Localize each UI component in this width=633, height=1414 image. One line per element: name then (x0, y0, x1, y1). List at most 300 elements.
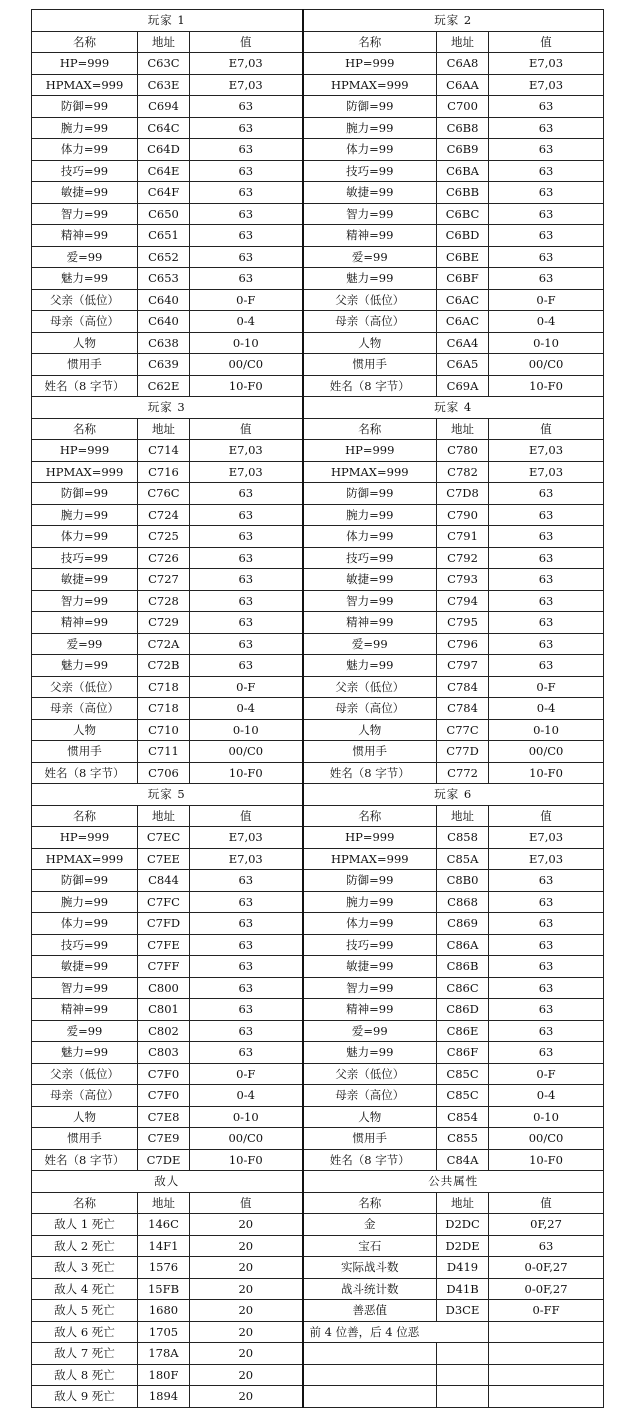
cell-value: 0-10 (190, 719, 303, 741)
cell-value: 63 (190, 891, 303, 913)
cell-address: C706 (138, 762, 190, 784)
cell-value: 63 (190, 655, 303, 677)
cell-name: 腕力=99 (303, 117, 437, 139)
table-row (32, 74, 604, 96)
cell-name: HP=999 (32, 827, 138, 849)
cell-value: E7,03 (190, 53, 303, 75)
cell-name: 父亲（低位） (32, 676, 138, 698)
cell-name: 敌人 8 死亡 (32, 1364, 138, 1386)
table-row (32, 676, 604, 698)
cell-address: C640 (138, 289, 190, 311)
cell-name: 体力=99 (303, 526, 437, 548)
cell-name: 惯用手 (32, 354, 138, 376)
cell-value: 63 (489, 139, 604, 161)
cell-name: 智力=99 (32, 590, 138, 612)
cell-value: 63 (489, 956, 604, 978)
cell-name: 防御=99 (303, 96, 437, 118)
cell-address: C844 (138, 870, 190, 892)
cell-value: 0-4 (489, 698, 604, 720)
cell-address: C86A (437, 934, 489, 956)
cell-address: C7F0 (138, 1085, 190, 1107)
cell-name: 防御=99 (303, 870, 437, 892)
cell-value: 63 (489, 96, 604, 118)
cell-value: 20 (190, 1386, 303, 1408)
cell-address: D2DC (437, 1214, 489, 1236)
table-row (32, 741, 604, 763)
cell-address: C718 (138, 676, 190, 698)
cell-name: HPMAX=999 (303, 461, 437, 483)
table-row (32, 719, 604, 741)
table-row (32, 504, 604, 526)
column-header-address: 地址 (437, 418, 489, 440)
note-text: 前 4 位善，后 4 位恶 (303, 1321, 489, 1343)
cell-value: 63 (190, 977, 303, 999)
cell-name: 体力=99 (303, 913, 437, 935)
table-row (32, 96, 604, 118)
cell-value: E7,03 (190, 848, 303, 870)
cell-name: HPMAX=999 (303, 848, 437, 870)
cell-name: 惯用手 (32, 741, 138, 763)
cell-address: C710 (138, 719, 190, 741)
table-row (32, 956, 604, 978)
cell-value: 63 (190, 1042, 303, 1064)
table-row (32, 870, 604, 892)
cell-value: 63 (489, 633, 604, 655)
cell-value: 0-0F,27 (489, 1278, 604, 1300)
cell-address: D419 (437, 1257, 489, 1279)
cell-name: 智力=99 (303, 977, 437, 999)
cell-name: 母亲（高位） (303, 311, 437, 333)
cell-value: 63 (489, 1042, 604, 1064)
cell-address: C793 (437, 569, 489, 591)
cell-address: C797 (437, 655, 489, 677)
section-title: 玩家 3 (32, 397, 303, 419)
table-row (32, 999, 604, 1021)
cell-value: 0-F (190, 289, 303, 311)
cell-address: C801 (138, 999, 190, 1021)
column-header-value: 值 (489, 418, 604, 440)
cell-address: C77D (437, 741, 489, 763)
cell-name: HP=999 (303, 440, 437, 462)
cell-name: 人物 (32, 1106, 138, 1128)
cell-address (437, 1364, 489, 1386)
cell-value: 20 (190, 1321, 303, 1343)
cell-value: 63 (190, 526, 303, 548)
cell-name: 宝石 (303, 1235, 437, 1257)
cell-address: 146C (138, 1214, 190, 1236)
cell-name (303, 1386, 437, 1408)
cell-address: C6AC (437, 311, 489, 333)
table-row (32, 655, 604, 677)
table-row (32, 268, 604, 290)
cell-address: C86F (437, 1042, 489, 1064)
cell-address: D2DE (437, 1235, 489, 1257)
cell-name: 爱=99 (303, 1020, 437, 1042)
cell-value: 63 (489, 268, 604, 290)
cell-address: C638 (138, 332, 190, 354)
cell-address: C718 (138, 698, 190, 720)
cell-address: C652 (138, 246, 190, 268)
cell-address: C782 (437, 461, 489, 483)
cell-name: 姓名（8 字节） (32, 1149, 138, 1171)
cell-name: 敌人 2 死亡 (32, 1235, 138, 1257)
table-row (32, 913, 604, 935)
cell-value: E7,03 (489, 74, 604, 96)
cell-address: C854 (437, 1106, 489, 1128)
cell-name: 惯用手 (303, 1128, 437, 1150)
cell-value: 63 (489, 999, 604, 1021)
cell-name: 姓名（8 字节） (303, 762, 437, 784)
column-header-address: 地址 (138, 31, 190, 53)
cell-address: C792 (437, 547, 489, 569)
cell-value: 63 (489, 160, 604, 182)
table-row (32, 633, 604, 655)
cell-address: C6BC (437, 203, 489, 225)
cell-name: 敌人 9 死亡 (32, 1386, 138, 1408)
cell-address: C7FF (138, 956, 190, 978)
section-title: 敌人 (32, 1171, 303, 1193)
cell-value: 63 (489, 870, 604, 892)
cell-name: 敌人 4 死亡 (32, 1278, 138, 1300)
cell-value: 20 (190, 1257, 303, 1279)
table-row (32, 354, 604, 376)
cell-address: C6BF (437, 268, 489, 290)
cell-address: C7FC (138, 891, 190, 913)
cell-value: 63 (489, 1235, 604, 1257)
cell-address: C7EE (138, 848, 190, 870)
table-row (32, 160, 604, 182)
cell-value: 20 (190, 1214, 303, 1236)
cell-value: 0-F (489, 289, 604, 311)
cell-name: 姓名（8 字节） (32, 762, 138, 784)
cell-value: E7,03 (489, 440, 604, 462)
cell-value: 63 (190, 569, 303, 591)
cell-name: 魅力=99 (303, 655, 437, 677)
column-header-row (32, 418, 604, 440)
cell-value: 63 (190, 870, 303, 892)
column-header-row (32, 1192, 604, 1214)
table-row (32, 547, 604, 569)
cell-name: 技巧=99 (32, 160, 138, 182)
cell-name: 腕力=99 (303, 891, 437, 913)
cell-name: 敌人 3 死亡 (32, 1257, 138, 1279)
cell-name: 魅力=99 (32, 268, 138, 290)
cell-name: 母亲（高位） (303, 1085, 437, 1107)
cell-address: C7FD (138, 913, 190, 935)
cell-address: C725 (138, 526, 190, 548)
cell-address: C86D (437, 999, 489, 1021)
cell-address: C784 (437, 698, 489, 720)
cell-name: 腕力=99 (32, 891, 138, 913)
cell-address: C63C (138, 53, 190, 75)
cell-name: HP=999 (32, 53, 138, 75)
cell-value: 00/C0 (489, 354, 604, 376)
table-row (32, 1085, 604, 1107)
cell-address: C796 (437, 633, 489, 655)
table-row (32, 977, 604, 999)
cell-address: C6BE (437, 246, 489, 268)
cell-address: D3CE (437, 1300, 489, 1322)
cell-value: 0F,27 (489, 1214, 604, 1236)
cell-address: C794 (437, 590, 489, 612)
section-title-row (32, 1171, 604, 1193)
cell-address: C85A (437, 848, 489, 870)
cell-value: E7,03 (489, 848, 604, 870)
cell-name: 防御=99 (32, 483, 138, 505)
cell-value: 0-F (489, 676, 604, 698)
cell-value: 0-F (190, 1063, 303, 1085)
cell-value: 63 (489, 655, 604, 677)
cell-name: 精神=99 (303, 225, 437, 247)
cell-value: 63 (489, 483, 604, 505)
cell-address: C7D8 (437, 483, 489, 505)
cell-address: C800 (138, 977, 190, 999)
cell-name: HPMAX=999 (303, 74, 437, 96)
cell-address: C869 (437, 913, 489, 935)
section-title-row (32, 784, 604, 806)
cell-address: C62E (138, 375, 190, 397)
cell-address: C6A4 (437, 332, 489, 354)
cell-name: 母亲（高位） (32, 698, 138, 720)
cell-address: C85C (437, 1085, 489, 1107)
column-header-value: 值 (489, 31, 604, 53)
table-row (32, 526, 604, 548)
cell-name: 敏捷=99 (303, 956, 437, 978)
column-header-address: 地址 (437, 1192, 489, 1214)
table-row (32, 483, 604, 505)
table-row (32, 612, 604, 634)
cell-name: 技巧=99 (303, 547, 437, 569)
cell-name: 腕力=99 (303, 504, 437, 526)
cell-name: 姓名（8 字节） (303, 1149, 437, 1171)
cell-name: 体力=99 (32, 526, 138, 548)
column-header-name: 名称 (32, 1192, 138, 1214)
cell-name: 精神=99 (32, 999, 138, 1021)
cell-value: 63 (190, 612, 303, 634)
cell-address: C7EC (138, 827, 190, 849)
table-row (32, 698, 604, 720)
table-row (32, 225, 604, 247)
cell-address: C76C (138, 483, 190, 505)
cell-name: HP=999 (303, 53, 437, 75)
table-row (32, 246, 604, 268)
cell-value: 63 (489, 977, 604, 999)
cell-value: 0-10 (489, 719, 604, 741)
cell-value: 63 (190, 139, 303, 161)
cell-address: C795 (437, 612, 489, 634)
table-row (32, 569, 604, 591)
cell-name: 防御=99 (32, 96, 138, 118)
cell-name: 体力=99 (303, 139, 437, 161)
cell-value: 63 (190, 504, 303, 526)
cell-address: C726 (138, 547, 190, 569)
column-header-name: 名称 (303, 1192, 437, 1214)
cell-value: 0-4 (489, 1085, 604, 1107)
table-row (32, 461, 604, 483)
cell-address: C86E (437, 1020, 489, 1042)
cell-address: C802 (138, 1020, 190, 1042)
cell-address: C6BB (437, 182, 489, 204)
cell-name: 技巧=99 (303, 160, 437, 182)
cell-address: C64E (138, 160, 190, 182)
table-row (32, 1257, 604, 1279)
cell-name: 敌人 6 死亡 (32, 1321, 138, 1343)
cell-name: 敏捷=99 (303, 182, 437, 204)
cell-value: 63 (489, 504, 604, 526)
cell-address: C6AC (437, 289, 489, 311)
cell-name: 父亲（低位） (32, 1063, 138, 1085)
cell-name (303, 1343, 437, 1365)
cell-value: 63 (190, 225, 303, 247)
cell-value: 00/C0 (190, 741, 303, 763)
cell-address: 1680 (138, 1300, 190, 1322)
column-header-address: 地址 (138, 1192, 190, 1214)
cell-value: 20 (190, 1364, 303, 1386)
table-row (32, 1235, 604, 1257)
cell-value: 63 (489, 182, 604, 204)
cell-name: 敏捷=99 (303, 569, 437, 591)
cell-address: C858 (437, 827, 489, 849)
cell-name: 战斗统计数 (303, 1278, 437, 1300)
cell-name: 人物 (303, 332, 437, 354)
column-header-value: 值 (190, 1192, 303, 1214)
section-title-row (32, 10, 604, 32)
cell-address: C86C (437, 977, 489, 999)
cell-name: 爱=99 (32, 633, 138, 655)
cell-address: C803 (138, 1042, 190, 1064)
cell-address: C714 (138, 440, 190, 462)
column-header-name: 名称 (303, 418, 437, 440)
cell-address: C63E (138, 74, 190, 96)
cell-name: 母亲（高位） (303, 698, 437, 720)
cell-address: C64C (138, 117, 190, 139)
cell-address: C77C (437, 719, 489, 741)
cell-name: 父亲（低位） (303, 289, 437, 311)
table-row (32, 590, 604, 612)
cell-value: 63 (190, 203, 303, 225)
column-header-value: 值 (190, 805, 303, 827)
cell-address: C69A (437, 375, 489, 397)
cell-name: 实际战斗数 (303, 1257, 437, 1279)
cell-value: 63 (489, 934, 604, 956)
cell-address: C7F0 (138, 1063, 190, 1085)
cell-address: C640 (138, 311, 190, 333)
column-header-name: 名称 (32, 418, 138, 440)
cell-value: 63 (489, 203, 604, 225)
cell-name: 技巧=99 (32, 547, 138, 569)
cell-name: HPMAX=999 (32, 848, 138, 870)
cell-address: 1705 (138, 1321, 190, 1343)
cell-address: 178A (138, 1343, 190, 1365)
table-row (32, 762, 604, 784)
table-row (32, 1321, 604, 1343)
cell-value: E7,03 (190, 440, 303, 462)
cell-address: C7DE (138, 1149, 190, 1171)
cell-address: C639 (138, 354, 190, 376)
section-title: 玩家 1 (32, 10, 303, 32)
column-header-row (32, 805, 604, 827)
cell-value: 63 (190, 182, 303, 204)
cell-address: C651 (138, 225, 190, 247)
cell-value: E7,03 (489, 461, 604, 483)
cell-value: 20 (190, 1235, 303, 1257)
cell-value: 10-F0 (190, 375, 303, 397)
cell-name: 敌人 7 死亡 (32, 1343, 138, 1365)
cell-name: 防御=99 (303, 483, 437, 505)
cell-address: C6B9 (437, 139, 489, 161)
cell-value: 0-F (190, 676, 303, 698)
table-row (32, 375, 604, 397)
table-row (32, 827, 604, 849)
cell-name: 魅力=99 (303, 268, 437, 290)
cell-name: 体力=99 (32, 139, 138, 161)
cell-name: 人物 (303, 719, 437, 741)
cell-value (489, 1321, 604, 1343)
cell-address: 1576 (138, 1257, 190, 1279)
table-row (32, 1106, 604, 1128)
cell-address: C64D (138, 139, 190, 161)
cell-address (437, 1343, 489, 1365)
table-row (32, 1278, 604, 1300)
table-row (32, 1020, 604, 1042)
table-row (32, 139, 604, 161)
column-header-value: 值 (489, 1192, 604, 1214)
cell-address: C72A (138, 633, 190, 655)
cell-name: 母亲（高位） (32, 1085, 138, 1107)
cell-name (303, 1364, 437, 1386)
table-row (32, 440, 604, 462)
cell-value: 63 (190, 956, 303, 978)
address-table (31, 9, 604, 1408)
table-row (32, 203, 604, 225)
column-header-value: 值 (190, 418, 303, 440)
cell-address: C7E9 (138, 1128, 190, 1150)
cell-address: C8B0 (437, 870, 489, 892)
cell-address: C716 (138, 461, 190, 483)
cell-value: 0-4 (190, 311, 303, 333)
cell-name: 敏捷=99 (32, 956, 138, 978)
cell-name: 爱=99 (32, 1020, 138, 1042)
cell-address: C724 (138, 504, 190, 526)
table-row (32, 1214, 604, 1236)
column-header-name: 名称 (303, 805, 437, 827)
column-header-address: 地址 (138, 805, 190, 827)
cell-value: 0-F (489, 1063, 604, 1085)
cell-address: C729 (138, 612, 190, 634)
cell-value: 0-10 (489, 1106, 604, 1128)
cell-value: E7,03 (489, 827, 604, 849)
section-title: 玩家 4 (303, 397, 604, 419)
cell-name: 父亲（低位） (303, 676, 437, 698)
cell-name: HP=999 (303, 827, 437, 849)
cell-value: 0-0F,27 (489, 1257, 604, 1279)
cell-name: 敌人 1 死亡 (32, 1214, 138, 1236)
cell-address: C728 (138, 590, 190, 612)
cell-name: 父亲（低位） (32, 289, 138, 311)
cell-name: 姓名（8 字节） (303, 375, 437, 397)
column-header-address: 地址 (437, 805, 489, 827)
cell-name: 防御=99 (32, 870, 138, 892)
cell-name: 智力=99 (303, 590, 437, 612)
column-header-value: 值 (190, 31, 303, 53)
memory-address-sheet (31, 9, 603, 1408)
cell-value: 63 (190, 1020, 303, 1042)
column-header-address: 地址 (138, 418, 190, 440)
cell-address: C727 (138, 569, 190, 591)
column-header-name: 名称 (303, 31, 437, 53)
cell-name: 魅力=99 (32, 655, 138, 677)
cell-name: 魅力=99 (32, 1042, 138, 1064)
